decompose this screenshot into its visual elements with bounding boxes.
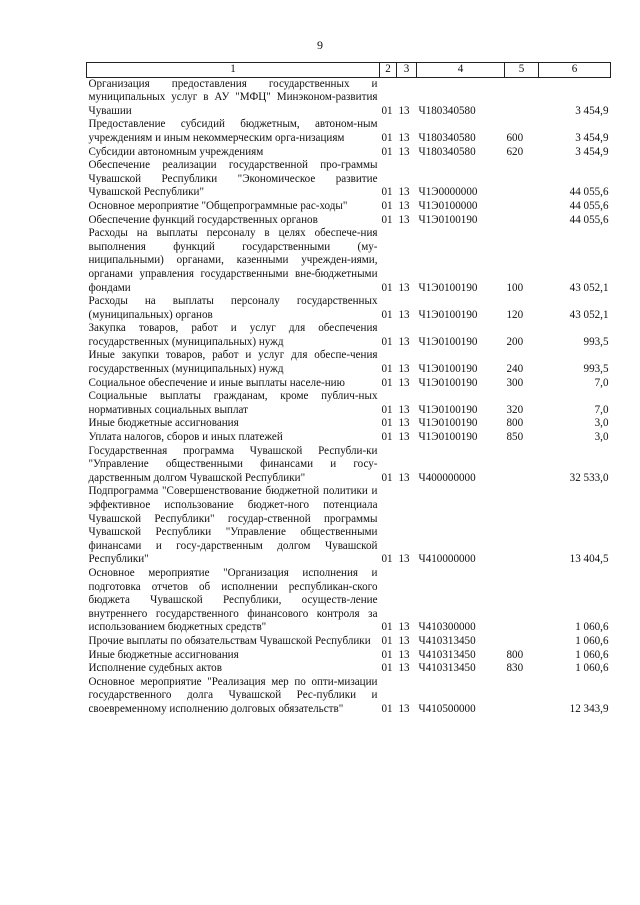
section-code: 01 [381,199,393,212]
table-row [87,322,611,349]
item-name: Обеспечение функций государственных органов [88,213,318,226]
table-row [87,227,611,295]
section-code: 01 [381,104,393,117]
table-row [87,390,611,417]
expense-type-code: 600 [506,131,524,144]
item-name: Иные закупки товаров, работ и услуг для обеспе-чения государственных (муниципальных) нужд [88,349,378,376]
section-code: 01 [381,145,393,158]
target-article-code: Ч1Э0100190 [418,417,478,430]
target-article-code: Ч410313450 [418,648,476,661]
section-code: 01 [381,634,393,647]
page-number: 9 [317,38,323,52]
amount: 3 454,9 [575,104,609,117]
subsection-code: 13 [398,363,410,376]
section-code: 01 [381,186,393,199]
table-row [87,118,611,145]
table-row [87,445,611,486]
expense-type-code [505,567,539,635]
amount: 44 055,6 [569,186,609,199]
budget-table [86,62,611,717]
target-article-code: Ч1Э0000000 [418,186,478,199]
table-row [87,567,611,635]
subsection-code: 13 [398,621,410,634]
expense-type-code: 620 [506,145,524,158]
table-body [87,77,611,716]
section-code: 01 [381,417,393,430]
subsection-code: 13 [398,281,410,294]
amount: 993,5 [583,363,609,376]
section-code: 01 [381,471,393,484]
section-code: 01 [381,281,393,294]
expense-type-code [505,214,539,228]
section-code: 01 [381,553,393,566]
item-name: Уплата налогов, сборов и иных платежей [88,431,283,444]
subsection-code: 13 [398,376,410,389]
section-code: 01 [381,308,393,321]
amount: 3,0 [594,417,609,430]
amount: 993,5 [583,335,609,348]
amount: 1 060,6 [575,648,609,661]
subsection-code: 13 [398,471,410,484]
amount: 43 052,1 [569,308,609,321]
section-code: 01 [381,702,393,715]
table-row [87,200,611,214]
target-article-code: Ч1Э0100190 [418,376,478,389]
section-code: 01 [381,376,393,389]
expense-type-code: 320 [506,403,524,416]
amount: 32 533,0 [569,471,609,484]
amount: 3,0 [594,431,609,444]
item-name: Социальные выплаты гражданам, кроме публич-ных нормативных социальных выплат [88,390,378,416]
table-row [87,485,611,567]
subsection-code: 13 [398,702,410,715]
target-article-code: Ч1Э0100190 [418,281,478,294]
target-article-code: Ч410313450 [418,634,476,647]
column-header: 5 [505,63,539,78]
column-header: 6 [539,63,611,78]
subsection-code: 13 [398,145,410,158]
item-name: Иные бюджетные ассигнования [88,648,239,661]
subsection-code: 13 [398,308,410,321]
target-article-code: Ч180340580 [418,104,476,117]
table-row [87,295,611,322]
header-row [87,63,611,78]
amount: 3 454,9 [575,145,609,158]
section-code: 01 [381,648,393,661]
item-name: Расходы на выплаты персоналу государственных (муниципальных) органов [88,295,378,321]
target-article-code: Ч1Э0100190 [418,308,478,321]
item-name: Основное мероприятие "Общепрограммные рас-ходы" [88,199,348,212]
amount: 44 055,6 [569,199,609,212]
expense-type-code: 850 [506,431,524,444]
table-row [87,662,611,676]
target-article-code: Ч1Э0100190 [418,363,478,376]
subsection-code: 13 [398,403,410,416]
table-row [87,676,611,717]
amount: 1 060,6 [575,621,609,634]
expense-type-code: 800 [506,648,524,661]
expense-type-code [505,445,539,486]
amount: 44 055,6 [569,213,609,226]
amount: 43 052,1 [569,281,609,294]
target-article-code: Ч410313450 [418,662,476,675]
target-article-code: Ч1Э0100190 [418,335,478,348]
table-row [87,417,611,431]
item-name: Предоставление субсидий бюджетным, автоном-ным учреждениям и иным некоммерческим орга-низациям [88,118,378,144]
target-article-code: Ч1Э0100190 [418,213,478,226]
expense-type-code [505,200,539,214]
item-name: Иные бюджетные ассигнования [88,417,239,430]
target-article-code: Ч410300000 [418,621,476,634]
subsection-code: 13 [398,186,410,199]
table-row [87,377,611,391]
target-article-code: Ч1Э0100000 [418,199,478,212]
subsection-code: 13 [398,634,410,647]
column-header: 4 [417,63,505,78]
expense-type-code: 800 [506,417,524,430]
expense-type-code: 300 [506,376,524,389]
section-code: 01 [381,662,393,675]
section-code: 01 [381,431,393,444]
expense-type-code [505,77,539,118]
item-name: Организация предоставления государственных и муниципальных услуг в АУ "МФЦ" Минэконом-развития Чувашии [88,77,378,117]
item-name: Обеспечение реализации государственной про-граммы Чувашской Республики "Экономическое развитие Чувашской Республики" [88,159,378,199]
target-article-code: Ч400000000 [418,471,476,484]
section-code: 01 [381,213,393,226]
subsection-code: 13 [398,335,410,348]
expense-type-code: 830 [506,662,524,675]
target-article-code: Ч1Э0100190 [418,431,478,444]
subsection-code: 13 [398,553,410,566]
column-header: 3 [397,63,417,78]
section-code: 01 [381,403,393,416]
item-name: Государственная программа Чувашской Республи-ки "Управление общественными финансами и госу-дарственным долгом Чувашской Республики" [88,444,378,484]
amount: 7,0 [594,376,609,389]
expense-type-code [505,676,539,717]
table-row [87,349,611,376]
target-article-code: Ч410500000 [418,702,476,715]
subsection-code: 13 [398,104,410,117]
section-code: 01 [381,621,393,634]
table-row [87,431,611,445]
amount: 3 454,9 [575,131,609,144]
item-name: Прочие выплаты по обязательствам Чувашской Республики [88,634,371,647]
section-code: 01 [381,131,393,144]
subsection-code: 13 [398,662,410,675]
expense-type-code [505,635,539,649]
table-row [87,159,611,200]
amount: 1 060,6 [575,662,609,675]
expense-type-code: 100 [506,281,524,294]
section-code: 01 [381,335,393,348]
subsection-code: 13 [398,213,410,226]
table-row [87,635,611,649]
target-article-code: Ч1Э0100190 [418,403,478,416]
item-name: Исполнение судебных актов [88,662,222,675]
column-header: 2 [380,63,397,78]
expense-type-code [505,159,539,200]
table-row [87,649,611,663]
item-name: Социальное обеспечение и иные выплаты населе-нию [88,376,345,389]
item-name: Расходы на выплаты персоналу в целях обеспече-ния выполнения функций государственными (му-ниципальными) органами, казенными учрежден-иями, органами управления государственными вне-бюджетными фондами [88,227,378,294]
table-row [87,146,611,160]
subsection-code: 13 [398,431,410,444]
subsection-code: 13 [398,199,410,212]
expense-type-code: 120 [506,308,524,321]
amount: 7,0 [594,403,609,416]
item-name: Подпрограмма "Совершенствование бюджетной политики и эффективное использование бюджет-ного потенциала Чувашской Республики" государ-ственной программы Чувашской Республики "Управление общественными финансами и госу-дарственным долгом Чувашской Республики" [88,485,378,566]
item-name: Закупка товаров, работ и услуг для обеспечения государственных (муниципальных) нужд [88,322,378,348]
item-name: Основное мероприятие "Организация исполнения и подготовка отчетов об исполнении республикан-ского бюджета Чувашской Республики, осуществ-ление внутреннего государственного финансового контроля за использованием бюджетных средств" [88,566,378,634]
table-row [87,77,611,118]
amount: 13 404,5 [569,553,609,566]
section-code: 01 [381,363,393,376]
target-article-code: Ч180340580 [418,145,476,158]
item-name: Субсидии автономным учреждениям [88,145,264,158]
amount: 12 343,9 [569,702,609,715]
expense-type-code [505,485,539,567]
item-name: Основное мероприятие "Реализация мер по опти-мизации государственного долга Чувашской Рес-публики и своевременному исполнению долговых обязательств" [88,675,378,715]
target-article-code: Ч180340580 [418,131,476,144]
amount: 1 060,6 [575,634,609,647]
subsection-code: 13 [398,131,410,144]
target-article-code: Ч410000000 [418,553,476,566]
expense-type-code: 200 [506,335,524,348]
table-row [87,214,611,228]
column-header: 1 [87,63,380,78]
expense-type-code: 240 [506,363,524,376]
subsection-code: 13 [398,648,410,661]
subsection-code: 13 [398,417,410,430]
